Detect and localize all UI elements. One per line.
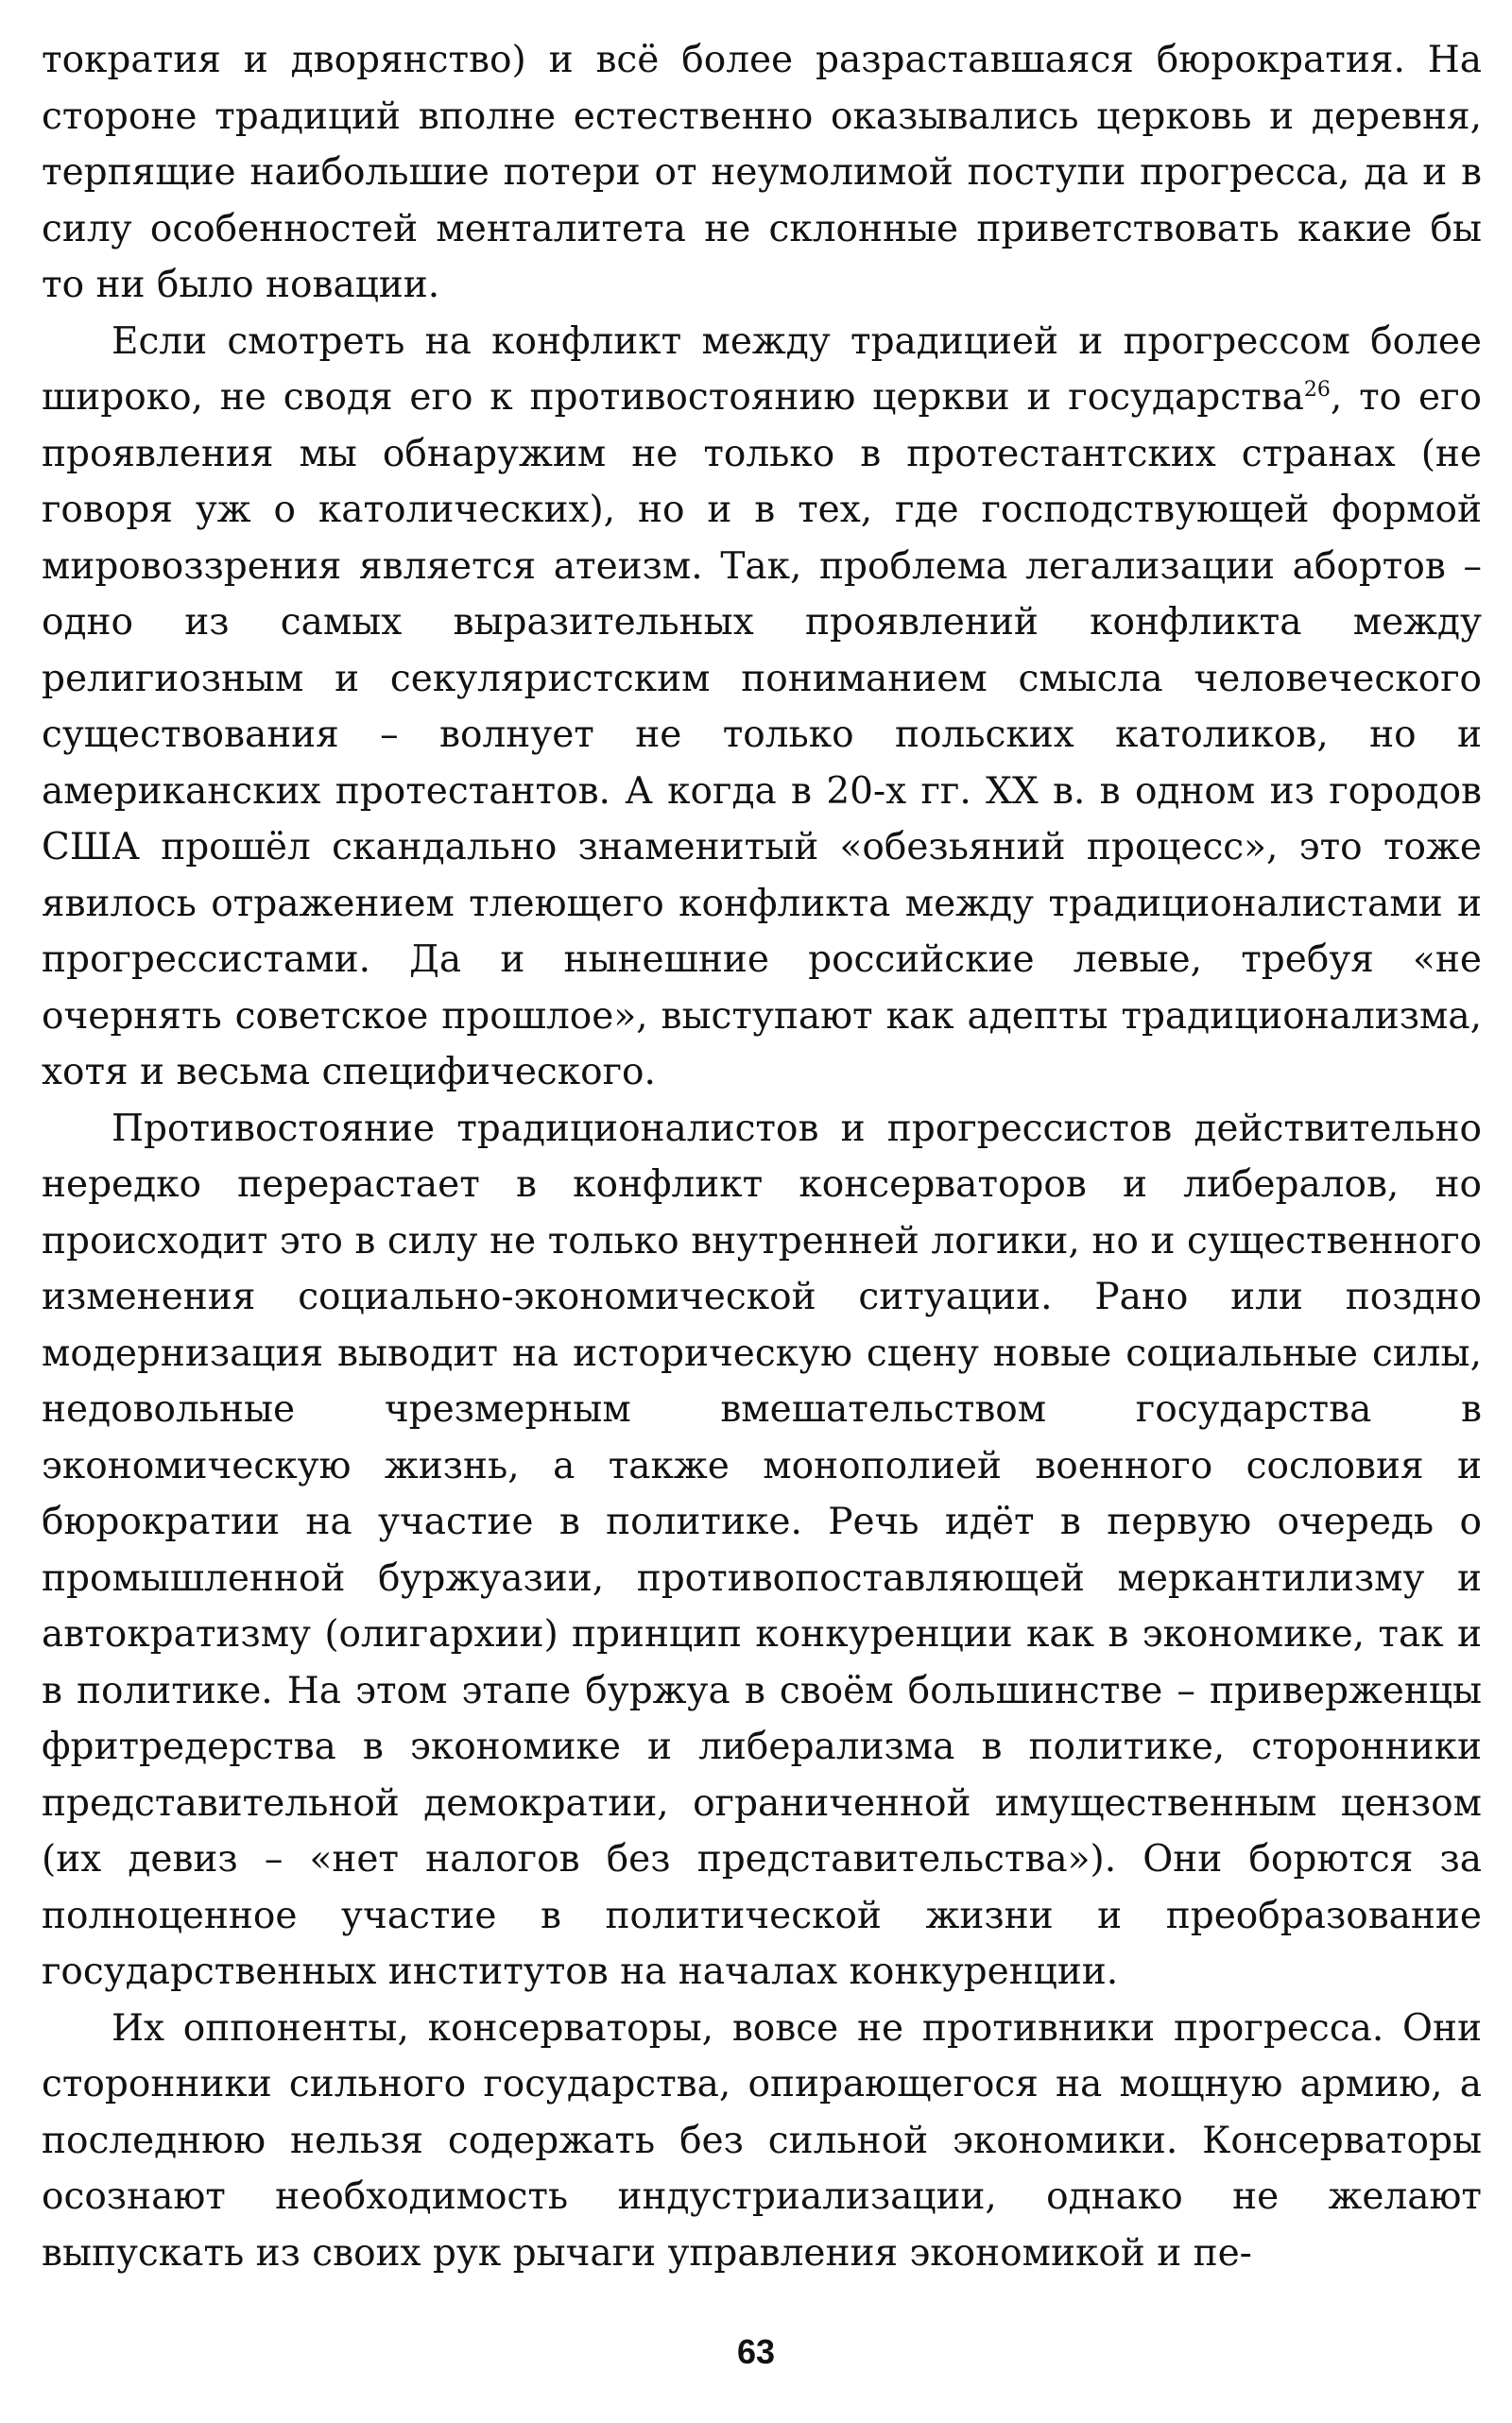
paragraph-2-text-end: , то его проявления мы обнаружим не только в протестантских странах (не говоря уж о католических), но и в тех, где господствующей формой мировоззрения является атеизм. Так, проблема легализации абортов – одно из самых выразительных проявлений конфликта между религиозным и секуляристским пониманием смысла человеческого существования – волнует не только польских католиков, но и американских протестантов. А когда в 20-х гг. XX в. в одном из городов США прошёл скандально знаменитый «обезьяний процесс», это тоже явилось отражением тлеющего конфликта между традиционалистами и прогрессистами. Да и нынешние российские левые, требуя «не очернять советское прошлое», выступают как адепты традиционализма, хотя и весьма специфического. bbox=[42, 376, 1482, 1093]
footnote-reference[interactable]: 26 bbox=[1303, 378, 1331, 402]
paragraph-2-text-start: Если смотреть на конфликт между традицией и прогрессом более широко, не сводя его к противостоянию церкви и государства bbox=[42, 319, 1482, 419]
paragraph-3: Противостояние традиционалистов и прогрессистов действительно нередко перерастает в конфликт консерваторов и либералов, но происходит это в силу не только внутренней логики, но и существенного изменения социально-экономической ситуации. Рано или поздно модернизация выводит на историческую сцену новые социальные силы, недовольные чрезмерным вмешательством государства в экономическую жизнь, а также монополией военного сословия и бюрократии на участие в политике. Речь идёт в первую очередь о промышленной буржуазии, противопоставляющей меркантилизму и автократизму (олигархии) принцип конкуренции как в экономике, так и в политике. На этом этапе буржуа в своём большинстве – приверженцы фритредерства в экономике и либерализма в политике, сторонники представительной демократии, ограниченной имущественным цензом (их девиз – «нет налогов без представительства»). Они борются за полноценное участие в политической жизни и преобразование государственных институтов на началах конкуренции. bbox=[42, 1107, 1482, 1993]
paragraph-4: Их оппоненты, консерваторы, вовсе не противники прогресса. Они сторонники сильного государства, опирающегося на мощную армию, а последнюю нельзя содержать без сильной экономики. Консерваторы осознают необходимость индустриализации, однако не желают выпускать из своих рук рычаги управления экономикой и пе- bbox=[42, 2006, 1482, 2275]
page-number: 63 bbox=[736, 2332, 776, 2371]
body-text bbox=[42, 32, 1482, 2281]
paragraph-1: тократия и дворянство) и всё более разраставшаяся бюрократия. На стороне традиций вполне естественно оказывались церковь и деревня, терпящие наибольшие потери от неумолимой поступи прогресса, да и в силу особенностей менталитета не склонные приветствовать какие бы то ни было новации. bbox=[42, 39, 1482, 306]
paragraph-2 bbox=[42, 314, 1482, 1101]
